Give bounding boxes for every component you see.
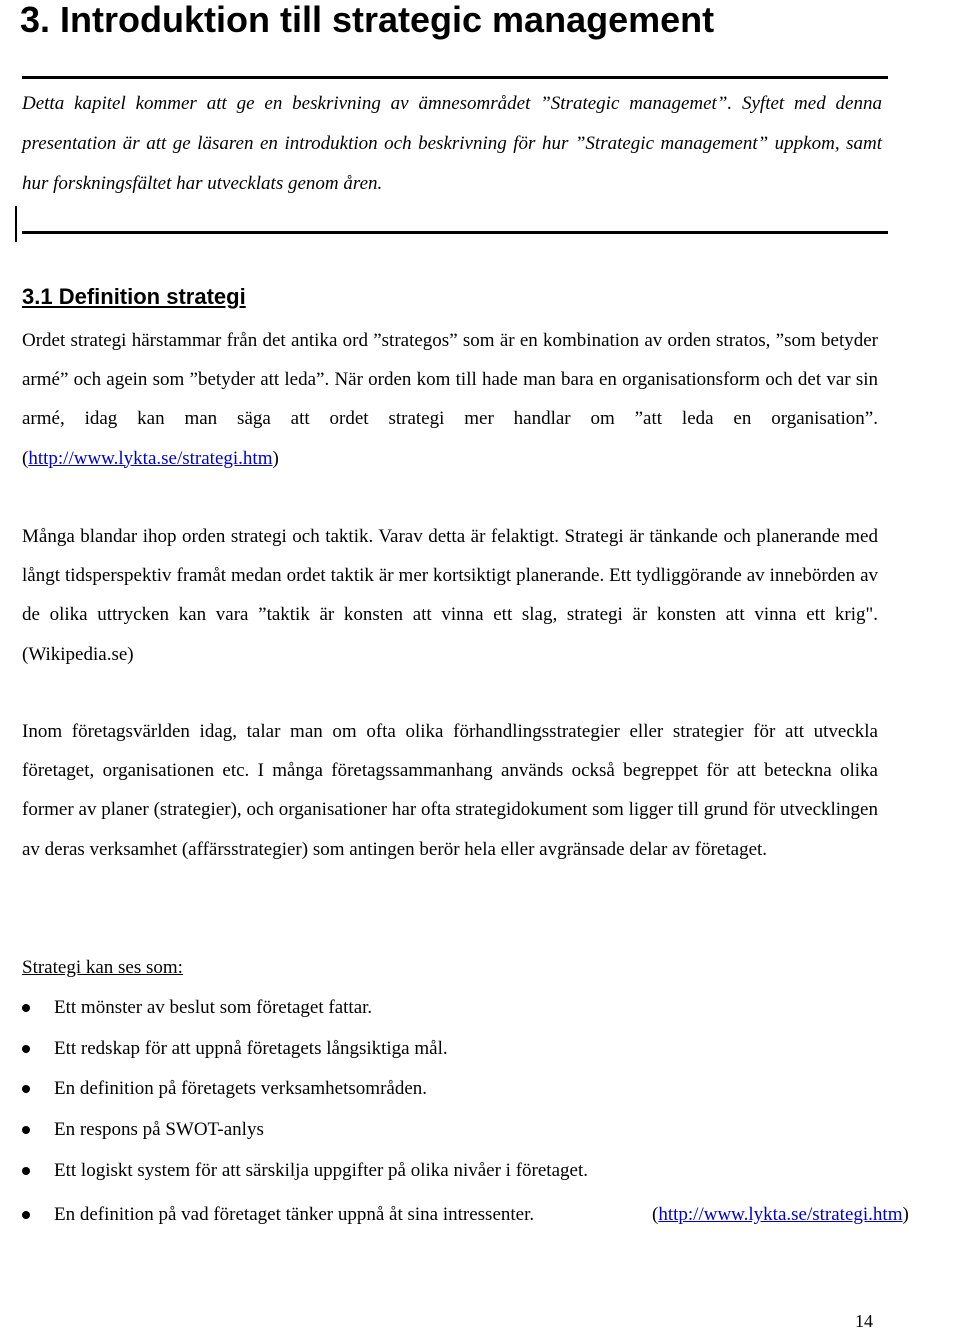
section-heading: 3.1 Definition strategi bbox=[22, 284, 246, 309]
bullet-icon bbox=[22, 1045, 30, 1053]
paragraph-definition bbox=[22, 321, 878, 478]
bullet-icon bbox=[22, 1167, 30, 1175]
list-source: (http://www.lykta.se/strategi.htm) bbox=[652, 1204, 909, 1225]
list-heading: Strategi kan ses som: bbox=[22, 957, 183, 978]
paragraph-tactics: Många blandar ihop orden strategi och taktik. Varav detta är felaktigt. Strategi är tänkande och planerande med långt tidsperspektiv framåt medan ordet taktik är mer kortsiktigt planerande. Ett tydliggörande av innebörden av de olika uttrycken kan vara ”taktik är konsten att vinna ett slag, strategi är konsten att vinna ett krig". (Wikipedia.se) bbox=[22, 526, 878, 665]
bullet-icon bbox=[22, 1211, 30, 1219]
bottom-divider bbox=[22, 231, 888, 234]
bullet-icon bbox=[22, 1126, 30, 1134]
page-number: 14 bbox=[855, 1311, 873, 1331]
bullet-icon bbox=[22, 1004, 30, 1012]
chapter-intro: Detta kapitel kommer att ge en beskrivning av ämnesområdet ”Strategic managemet”. Syftet med denna presentation är att ge läsaren en introduktion och beskrivning för hur ”Strategic management” uppkom, samt hur forskningsfältet har utvecklats genom åren. bbox=[22, 93, 882, 194]
bullet-icon bbox=[22, 1085, 30, 1093]
source-link[interactable]: http://www.lykta.se/strategi.htm bbox=[28, 447, 273, 469]
paragraph-definition-end: ) bbox=[272, 447, 279, 469]
paragraph-business: Inom företagsvärlden idag, talar man om ofta olika förhandlingsstrategier eller strategier för att utveckla företaget, organisationen etc. I många företagssammanhang används också begreppet för att beteckna olika former av planer (strategier), och organisationer har ofta strategidokument som ligger till grund för utvecklingen av deras verksamhet (affärsstrategier) som antingen berör hela eller avgränsade delar av företaget. bbox=[22, 721, 878, 860]
chapter-title: 3. Introduktion till strategic management bbox=[20, 0, 715, 40]
change-bar bbox=[15, 206, 17, 242]
paragraph-definition-text: Ordet strategi härstammar från det antika ord ”strategos” som är en kombination av orden stratos, ”som betyder armé” och agein som ”betyder att leda”. När orden kom till hade man bara en organisationsform och det var sin armé, idag kan man säga att ordet strategi mer handlar om ”att leda en organisation”. ( bbox=[22, 330, 878, 469]
list-source-link[interactable]: http://www.lykta.se/strategi.htm bbox=[658, 1204, 903, 1225]
top-divider bbox=[22, 76, 888, 79]
